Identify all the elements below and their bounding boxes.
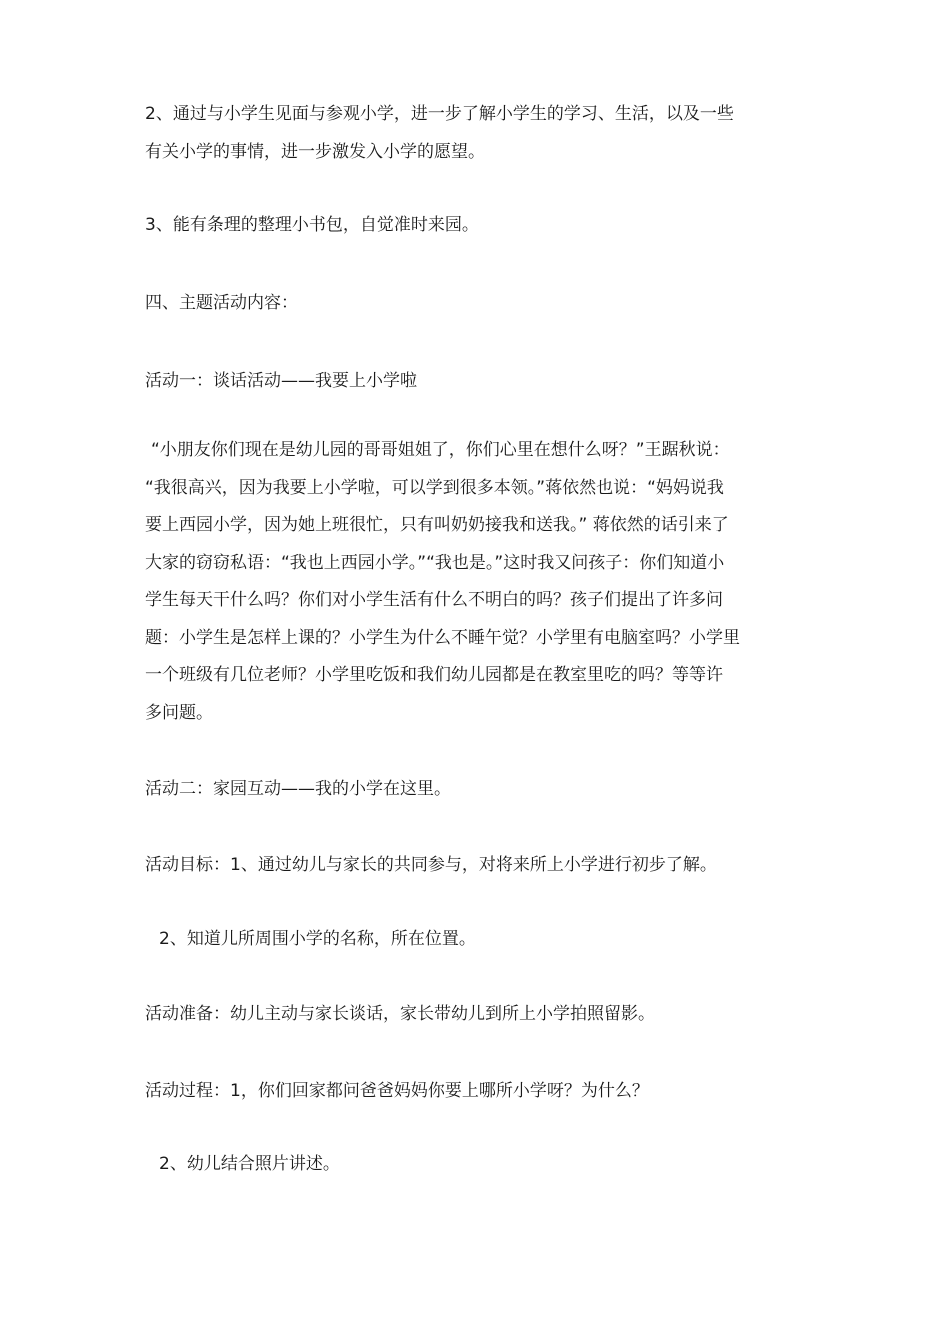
activity-2-preparation (145, 995, 815, 1033)
text-line: 2、幼儿结合照片讲述。 (159, 1154, 340, 1174)
paragraph-goal-3 (145, 206, 815, 244)
text-line: “小朋友你们现在是幼儿园的哥哥姐姐了，你们心里在想什么呀？”王踞秋说： (151, 440, 730, 460)
text-line: 活动目标：1、通过幼儿与家长的共同参与，对将来所上小学进行初步了解。 (145, 855, 717, 875)
text-line: 四、主题活动内容： (145, 293, 298, 313)
text-line: 有关小学的事情，进一步激发入小学的愿望。 (145, 142, 485, 162)
text-line: 2、知道儿所周围小学的名称，所在位置。 (159, 929, 476, 949)
text-line: 3、能有条理的整理小书包，自觉准时来园。 (145, 215, 479, 235)
text-line: “我很高兴，因为我要上小学啦，可以学到很多本领。”蒋依然也说：“妈妈说我 (145, 477, 724, 498)
section-heading-activity-content (145, 284, 815, 322)
text-line: 活动二：家园互动——我的小学在这里。 (145, 779, 451, 799)
text-line: 要上西园小学，因为她上班很忙，只有叫奶奶接我和送我。” 蒋依然的话引来了 (145, 515, 729, 535)
activity-2-goal-2 (145, 920, 815, 958)
activity-2-process-1 (145, 1072, 815, 1110)
text-line: 学生每天干什么吗？你们对小学生活有什么不明白的吗？孩子们提出了许多问 (145, 590, 723, 610)
text-line: 一个班级有几位老师？小学里吃饭和我们幼儿园都是在教室里吃的吗？等等许 (145, 665, 723, 685)
text-line: 题：小学生是怎样上课的？小学生为什么不睡午觉？小学里有电脑室吗？小学里 (145, 627, 740, 648)
activity-1-title (145, 362, 815, 400)
text-line: 活动一：谈话活动——我要上小学啦 (145, 371, 417, 391)
text-line: 活动过程：1，你们回家都问爸爸妈妈你要上哪所小学呀？为什么？ (145, 1081, 649, 1101)
paragraph-goal-2 (145, 95, 815, 171)
activity-2-title (145, 770, 815, 808)
text-line: 活动准备：幼儿主动与家长谈话，家长带幼儿到所上小学拍照留影。 (145, 1004, 655, 1024)
text-line: 2、通过与小学生见面与参观小学，进一步了解小学生的学习、生活，以及一些 (145, 104, 734, 124)
text-line: 大家的窃窃私语：“我也上西园小学。”“我也是。”这时我又问孩子：你们知道小 (145, 552, 725, 573)
activity-2-process-2 (145, 1145, 815, 1183)
activity-2-goal-1 (145, 846, 815, 884)
activity-1-dialogue (145, 432, 815, 732)
text-line: 多问题。 (145, 702, 213, 723)
